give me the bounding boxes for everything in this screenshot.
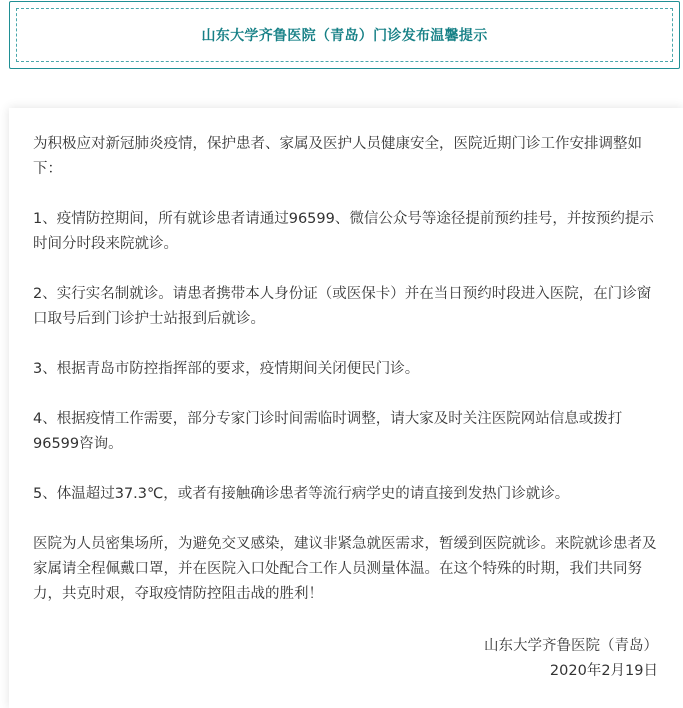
notice-intro: 为积极应对新冠肺炎疫情，保护患者、家属及医护人员健康安全，医院近期门诊工作安排调整如下： (33, 136, 642, 177)
notice-item-2: 2、实行实名制就诊。请患者携带本人身份证（或医保卡）并在当日预约时段进入医院，在门诊窗口取号后到门诊护士站报到后就诊。 (33, 286, 652, 327)
notice-card (9, 108, 683, 708)
notice-item-1: 1、疫情防控期间，所有就诊患者请通过96599、微信公众号等途径提前预约挂号，并按预约提示时间分时段来院就诊。 (33, 211, 654, 252)
notice-closing: 医院为人员密集场所，为避免交叉感染，建议非紧急就医需求，暂缓到医院就诊。来院就诊患者及家属请全程佩戴口罩，并在医院入口处配合工作人员测量体温。在这个特殊的时期，我们共同努力，共克时艰，夺取疫情防控阻击战的胜利！ (33, 536, 657, 602)
notice-item-3: 3、根据青岛市防控指挥部的要求，疫情期间关闭便民门诊。 (33, 361, 420, 377)
notice-item-5: 5、体温超过37.3℃，或者有接触确诊患者等流行病学史的请直接到发热门诊就诊。 (33, 486, 570, 502)
notice-header (9, 1, 680, 69)
signature-organization: 山东大学齐鲁医院（青岛） (484, 638, 658, 654)
signature-date: 2020年2月19日 (549, 663, 658, 679)
notice-body (33, 132, 663, 632)
notice-title: 山东大学齐鲁医院（青岛）门诊发布温馨提示 (201, 28, 488, 44)
notice-item-4: 4、根据疫情工作需要，部分专家门诊时间需临时调整，请大家及时关注医院网站信息或拨打96599咨询。 (33, 411, 623, 452)
notice-header-frame (16, 8, 673, 62)
